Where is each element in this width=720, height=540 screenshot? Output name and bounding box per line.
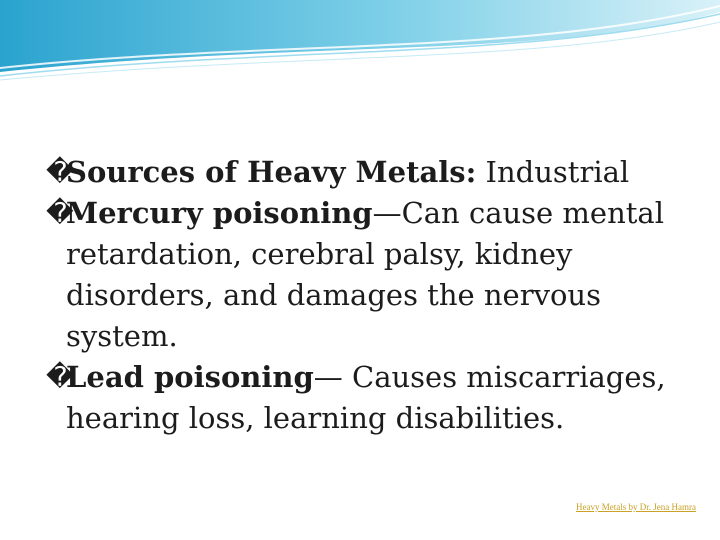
- list-item: [46, 357, 686, 439]
- bullet-list: [46, 152, 686, 439]
- footer-link[interactable]: Heavy Metals by Dr. Jena Hamra: [576, 502, 696, 512]
- list-item: [46, 193, 686, 357]
- bullet-heading: Lead poisoning: [66, 360, 314, 394]
- bullet-icon: �: [46, 157, 74, 188]
- bullet-icon: �: [46, 362, 74, 393]
- bullet-heading: Sources of Heavy Metals:: [66, 155, 477, 189]
- bullet-icon: �: [46, 198, 74, 229]
- list-item: [46, 152, 686, 193]
- bullet-text: — Causes miscarriages, hearing loss, learning disabilities.: [66, 360, 666, 435]
- bullet-heading: Mercury poisoning: [66, 196, 373, 230]
- header-wave-decoration: [0, 0, 720, 90]
- bullet-text: Industrial: [476, 155, 630, 189]
- bullet-text: —Can cause mental retardation, cerebral palsy, kidney disorders, and damages the nervous system.: [66, 196, 664, 353]
